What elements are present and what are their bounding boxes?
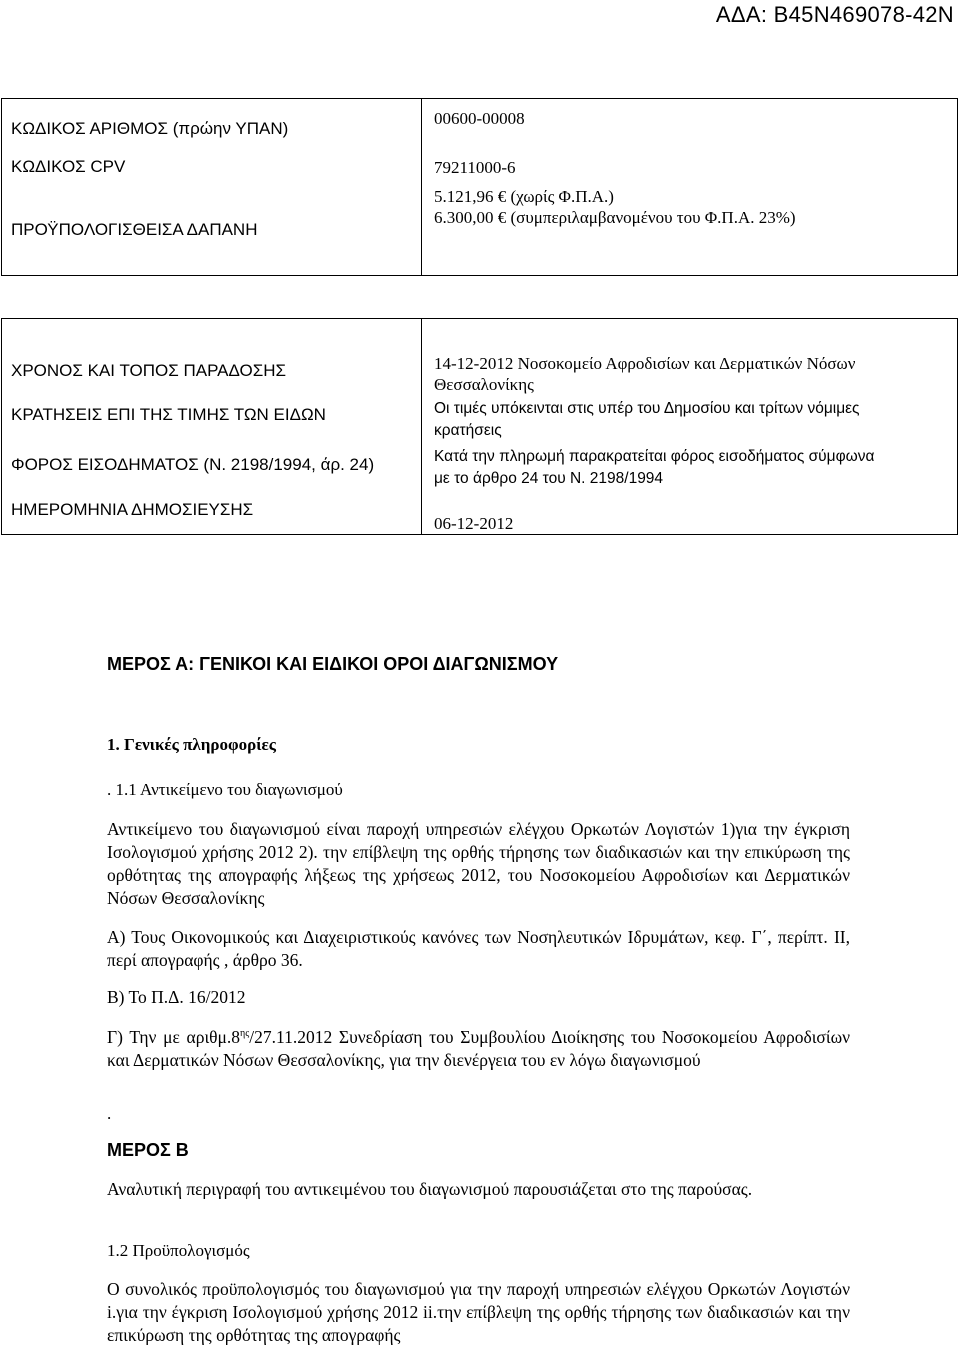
deductions-value-line2: κρατήσεις bbox=[434, 422, 502, 439]
time-place-value-line1: 14-12-2012 Νοσοκομείο Αφροδισίων και Δερματικών Νόσων bbox=[434, 354, 856, 373]
tax-value-line1: Κατά την πληρωμή παρακρατείται φόρος εισοδήματος σύμφωνα bbox=[434, 448, 875, 465]
budget-section-title: 1.2 Προϋπολογισμός bbox=[107, 1241, 250, 1260]
deductions-label: ΚΡΑΤΗΣΕΙΣ ΕΠΙ ΤΗΣ ΤΙΜΗΣ ΤΩΝ ΕΙΔΩΝ bbox=[11, 405, 326, 424]
item-b: Β) Το Π.Δ. 16/2012 bbox=[107, 987, 246, 1007]
budget-value-net: 5.121,96 € (χωρίς Φ.Π.Α.) bbox=[434, 187, 614, 206]
part-b-description: Αναλυτική περιγραφή του αντικειμένου του διαγωνισμού παρουσιάζεται στο της παρούσας. bbox=[107, 1179, 753, 1199]
budget-value-gross: 6.300,00 € (συμπεριλαμβανομένου του Φ.Π.Α. 23%) bbox=[434, 208, 796, 227]
budget-paragraph: Ο συνολικός προϋπολογισμός του διαγωνισμού για την παροχή υπηρεσιών ελέγχου Ορκωτών Λογιστών i.για την έγκριση Ισολογισμού χρήσης 2012 ii.την επίβλεψη της ορθής τήρησης των διαδικασιών και την επικύρωση της ορθότητας της απογραφής bbox=[107, 1279, 850, 1345]
object-paragraph: Αντικείμενο του διαγωνισμού είναι παροχή υπηρεσιών ελέγχου Ορκωτών Λογιστών 1)για την έγκριση Ισολογισμού χρήσης 2012 2). την επίβλεψη της ορθής τήρησης των διαδικασιών και την επικύρωση της ορθότητας της απογραφής λήξεως της χρήσεως 2012, του Νοσοκομείου Αφροδισίων και Δερματικών Νόσων Θεσσαλονίκης bbox=[107, 819, 850, 908]
subsection-object-title: . 1.1 Αντικείμενο του διαγωνισμού bbox=[107, 780, 343, 799]
code-value: 00600-00008 bbox=[434, 109, 525, 128]
publication-date-label: ΗΜΕΡΟΜΗΝΙΑ ΔΗΜΟΣΙΕΥΣΗΣ bbox=[11, 500, 254, 519]
budget-label: ΠΡΟΫΠΟΛΟΓΙΣΘΕΙΣΑ ΔΑΠΑΝΗ bbox=[11, 220, 258, 239]
code-label: ΚΩΔΙΚΟΣ ΑΡΙΘΜΟΣ (πρώην ΥΠΑΝ) bbox=[11, 119, 289, 138]
tax-label: ΦΟΡΟΣ ΕΙΣΟΔΗΜΑΤΟΣ (Ν. 2198/1994, άρ. 24) bbox=[11, 455, 375, 474]
deductions-value-line1: Οι τιμές υπόκεινται στις υπέρ του Δημοσίου και τρίτων νόμιμες bbox=[434, 400, 860, 417]
item-c-ordinal: ης bbox=[240, 1028, 250, 1039]
item-c bbox=[107, 1022, 850, 1072]
item-a: Α) Τους Οικονομικούς και Διαχειριστικούς κανόνες των Νοσηλευτικών Ιδρυμάτων, κεφ. Γ΄, περίπτ. ΙΙ, περί απογραφής , άρθρο 36. bbox=[107, 927, 850, 970]
cpv-value: 79211000-6 bbox=[434, 158, 516, 177]
section-general-info-title: 1. Γενικές πληροφορίες bbox=[107, 735, 276, 754]
time-place-value-line2: Θεσσαλονίκης bbox=[434, 375, 534, 394]
separator-dot: . bbox=[107, 1104, 112, 1123]
part-b-title: ΜΕΡΟΣ Β bbox=[107, 1140, 189, 1160]
delivery-table-divider bbox=[421, 318, 422, 535]
document-ada-code: ΑΔΑ: Β45Ν469078-42Ν bbox=[715, 2, 954, 27]
cpv-label: ΚΩΔΙΚΟΣ CPV bbox=[11, 157, 126, 176]
part-a-title: ΜΕΡΟΣ Α: ΓΕΝΙΚΟΙ ΚΑΙ ΕΙΔΙΚΟΙ ΟΡΟΙ ΔΙΑΓΩΝΙΣΜΟΥ bbox=[107, 654, 559, 674]
info-table-divider bbox=[421, 98, 422, 276]
item-c-text-start: Γ) Την με αριθμ.8 bbox=[107, 1026, 241, 1047]
time-place-label: ΧΡΟΝΟΣ ΚΑΙ ΤΟΠΟΣ ΠΑΡΑΔΟΣΗΣ bbox=[11, 361, 287, 380]
item-c-text-end: /27.11.2012 Συνεδρίαση του Συμβουλίου Διοίκησης του Νοσοκομείου Αφροδισίων και Δερματικών Νόσων Θεσσαλονίκης, για την διενέργεια του εν λόγω διαγωνισμού bbox=[107, 1026, 850, 1070]
publication-date-value: 06-12-2012 bbox=[434, 514, 514, 533]
tax-value-line2: με το άρθρο 24 του Ν. 2198/1994 bbox=[434, 470, 664, 487]
